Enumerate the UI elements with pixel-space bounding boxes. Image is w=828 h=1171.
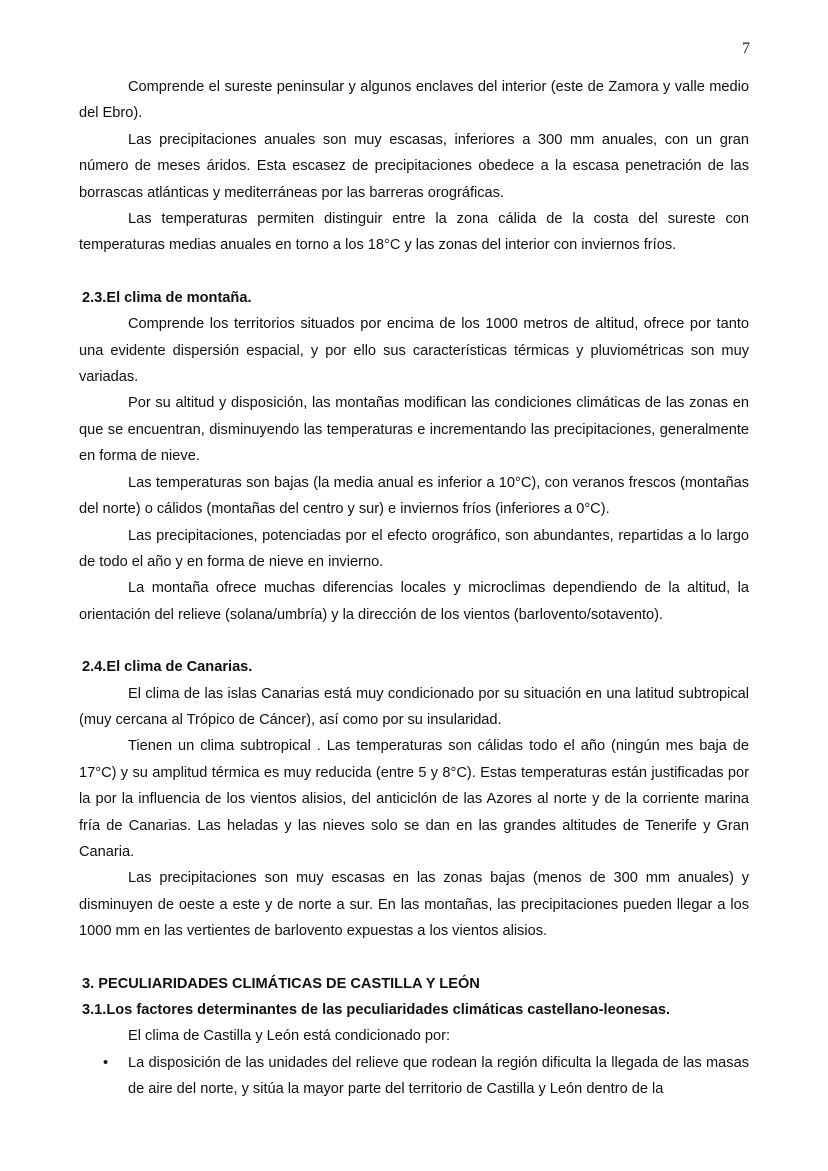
bullet-icon: • [103, 1054, 109, 1071]
spacer [79, 259, 749, 285]
intro-paragraph-1: Comprende el sureste peninsular y algunos enclaves del interior (este de Zamora y valle medio del Ebro). [79, 79, 749, 122]
section-2-3-paragraph-2: Por su altitud y disposición, las montañas modifican las condiciones climáticas de las zonas en que se encuentran, disminuyendo las temperaturas e incrementando las precipitaciones, generalmente en forma de nieve. [79, 395, 749, 465]
intro-paragraph-2: Las precipitaciones anuales son muy escasas, inferiores a 300 mm anuales, con un gran número de meses áridos. Esta escasez de precipitaciones obedece a la escasa penetración de las borrascas atlánticas y mediterráneas por las barreras orográficas. [79, 131, 749, 201]
page-number: 7 [742, 40, 750, 57]
section-heading-3: 3. PECULIARIDADES CLIMÁTICAS DE CASTILLA Y LEÓN [82, 975, 480, 992]
list-item-text: La disposición de las unidades del relieve que rodean la región dificulta la llegada de las masas de aire del norte, y sitúa la mayor parte del territorio de Castilla y León dentro de la [128, 1054, 749, 1098]
factors-list [79, 1050, 749, 1103]
section-heading-2-3: 2.3.El clima de montaña. [82, 289, 252, 306]
section-heading-2-4: 2.4.El clima de Canarias. [82, 659, 253, 676]
intro-paragraph-3: Las temperaturas permiten distinguir entre la zona cálida de la costa del sureste con temperaturas medias anuales en torno a los 18°C y las zonas del interior con inviernos fríos. [79, 211, 749, 254]
section-2-3-paragraph-5: La montaña ofrece muchas diferencias locales y microclimas dependiendo de la altitud, la orientación del relieve (solana/umbría) y la dirección de los vientos (barlovento/sotavento). [79, 580, 749, 623]
section-heading-3-1: 3.1.Los factores determinantes de las peculiaridades climáticas castellano-leonesas. [82, 1002, 671, 1018]
section-2-4-paragraph-3: Las precipitaciones son muy escasas en las zonas bajas (menos de 300 mm anuales) y disminuyen de oeste a este y de norte a sur. En las montañas, las precipitaciones pueden llegar a los 1000 mm en las vertientes de barlovento expuestas a los vientos alisios. [79, 870, 749, 940]
section-2-3-paragraph-1: Comprende los territorios situados por encima de los 1000 metros de altitud, ofrece por tanto una evidente dispersión espacial, y por ello sus características térmicas y pluviométricas son muy variadas. [79, 316, 749, 386]
section-2-4-paragraph-1: El clima de las islas Canarias está muy condicionado por su situación en una latitud subtropical (muy cercana al Trópico de Cáncer), así como por su insularidad. [79, 685, 749, 728]
section-2-4-paragraph-2: Tienen un clima subtropical . Las temperaturas son cálidas todo el año (ningún mes baja de 17°C) y su amplitud térmica es muy reducida (entre 5 y 8°C). Estas temperaturas están justificadas por la por la influencia de los vientos alisios, del anticiclón de las Azores al norte y de la corriente marina fría de Canarias. Las heladas y las nieves solo se dan en las grandes altitudes de Tenerife y Gran Canaria. [79, 738, 749, 860]
document-body [79, 74, 749, 1103]
spacer [79, 628, 749, 654]
section-3-intro: El clima de Castilla y León está condicionado por: [128, 1028, 451, 1045]
section-2-3-paragraph-3: Las temperaturas son bajas (la media anual es inferior a 10°C), con veranos frescos (montañas del norte) o cálidos (montañas del centro y sur) e inviernos fríos (inferiores a 0°C). [79, 474, 749, 518]
spacer [79, 945, 749, 971]
section-2-3-paragraph-4: Las precipitaciones, potenciadas por el efecto orográfico, son abundantes, repartidas a lo largo de todo el año y en forma de nieve en invierno. [79, 527, 749, 570]
list-item [79, 1050, 749, 1103]
